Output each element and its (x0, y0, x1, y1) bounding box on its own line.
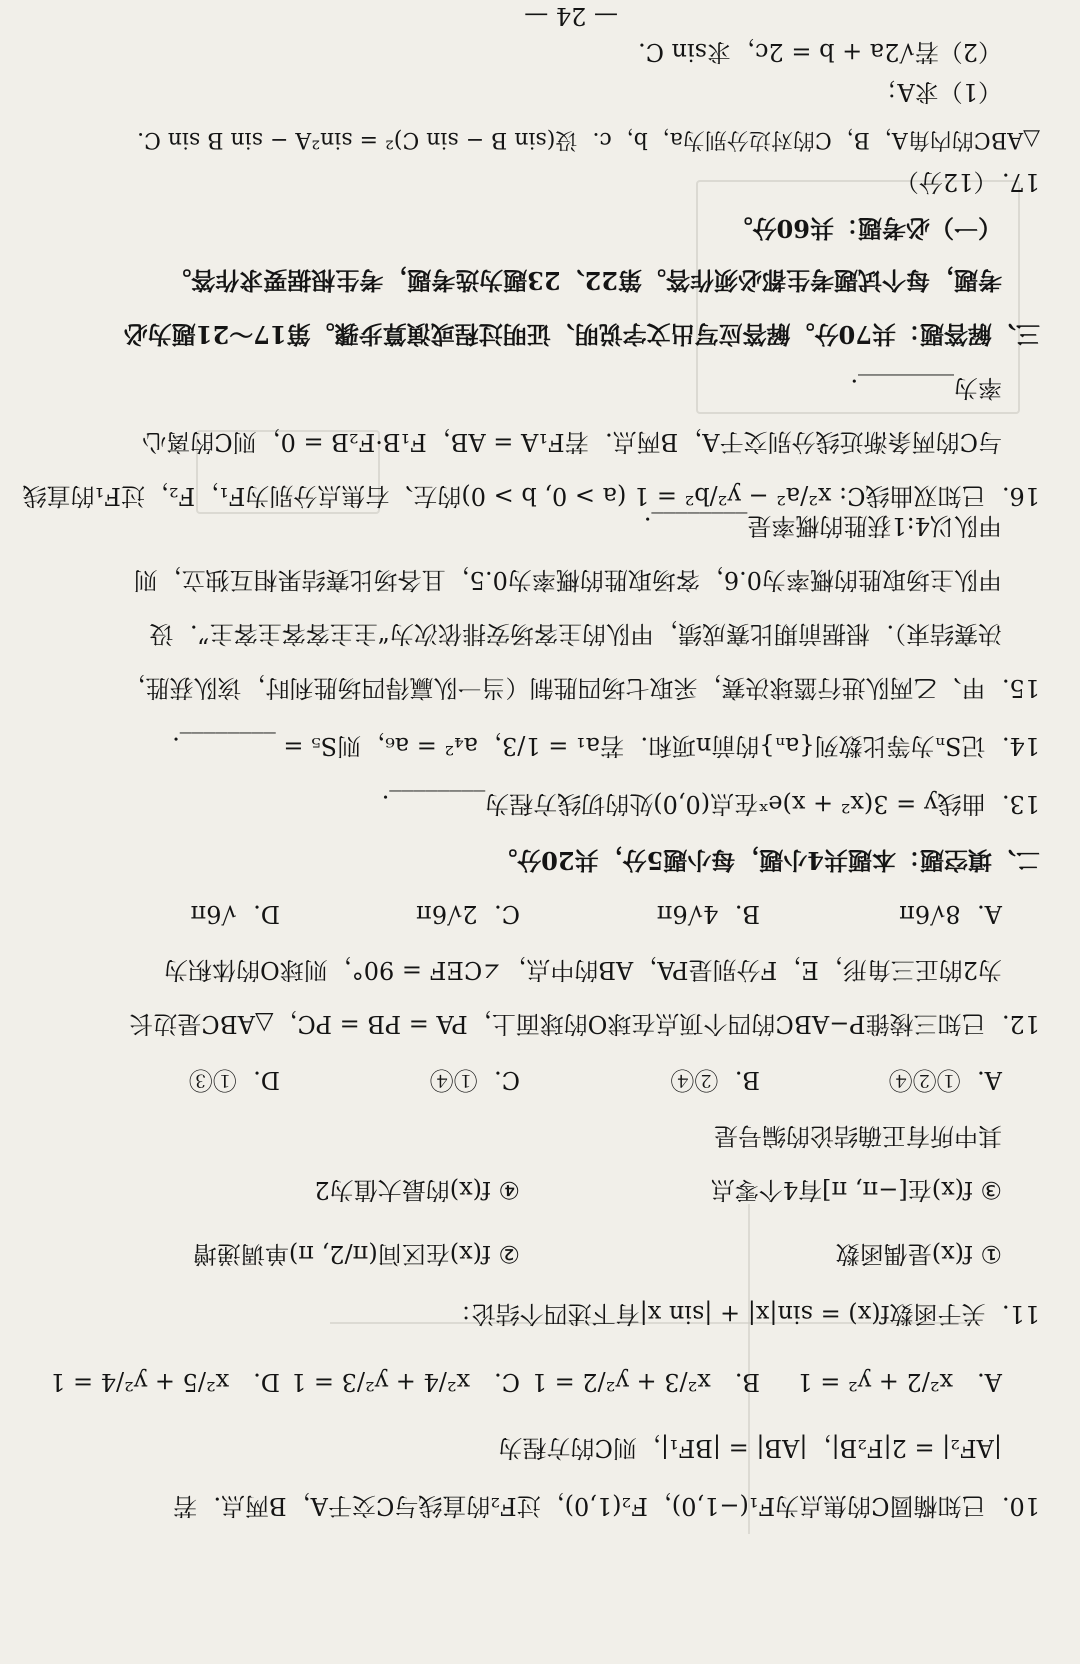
q16-line-2: 与C的两条渐近线分别交于A，B两点．若F₁A = AB，F₁B·F₂B = 0，则C的离心 (142, 428, 1002, 456)
q17-part-1: （1）求A； (873, 78, 1002, 106)
part-1-heading: （一）必考题：共60分。 (728, 214, 1002, 243)
q11-line-1: 11．关于函数f(x) = sin|x| + |sin x|有下述四个结论： (447, 1300, 1040, 1328)
q12-option-b: B．4√6π (656, 900, 760, 928)
q15-line-2: 决赛结束）．根据前期比赛成绩，甲队的主客场安排依次为“主主客客主客主”．设 (149, 620, 1002, 648)
q11-statement-1: ① f(x)是偶函数 (835, 1240, 1002, 1268)
q15-line-4: 甲队以4:1获胜的概率是________． (627, 512, 1002, 540)
q17-stem: △ABC的内角A，B，C的对边分别为a，b，c．设(sin B − sin C)² = sin²A − sin B sin C． (121, 127, 1040, 152)
q15-line-1: 15．甲、乙两队进行篮球决赛，采取七场四胜制（当一队赢得四场胜利时，该队获胜， (121, 674, 1040, 702)
q12-option-c: C．2√6π (416, 900, 520, 928)
q11-statement-4: ④ f(x)的最大值为2 (314, 1176, 520, 1204)
q11-option-b: B．②④ (670, 1066, 760, 1094)
q16-line-1: 16．已知双曲线C: x²/a² − y²/b² = 1 (a > 0, b > 0)的左、右焦点分别为F₁，F₂，过F₁的直线 (22, 482, 1040, 510)
q11-option-d: D．①③ (188, 1066, 280, 1094)
q11-statement-3: ③ f(x)在[−π, π]有4个零点 (710, 1176, 1002, 1204)
q10-option-c: C． x²/4 + y²/3 = 1 (290, 1368, 520, 1396)
q16-line-3: 率为________． (834, 374, 1002, 402)
q12-line-2: 为2的正三角形，E，F分别是PA，AB的中点，∠CEF = 90°，则球O的体积为 (164, 956, 1002, 984)
q11-option-c: C．①④ (429, 1066, 520, 1094)
section-2-heading: 二、填空题：本题共4小题，每小题5分，共20分。 (493, 846, 1040, 875)
q10-option-d: D． x²/5 + y²/4 = 1 (50, 1368, 280, 1396)
q10-option-b: B． x²/3 + y²/2 = 1 (531, 1368, 760, 1396)
q10-line-1: 10．已知椭圆C的焦点为F₁(−1,0)，F₂(1,0)，过F₂的直线与C交于A，B两点．若 (173, 1492, 1040, 1520)
q17-heading: 17．（12分） (894, 168, 1040, 196)
q11-ask: 其中所有正确结论的编号是 (714, 1122, 1002, 1150)
q15-line-3: 甲队主场取胜的概率为0.6，客场取胜的概率为0.5，且各场比赛结果相互独立，则 (133, 566, 1002, 594)
page-number: — 24 — (524, 2, 618, 30)
q12-line-1: 12．已知三棱锥P−ABC的四个顶点在球O的球面上，PA = PB = PC，△ABC是边长 (129, 1010, 1040, 1038)
q11-option-a: A．①②④ (888, 1066, 1002, 1094)
q14: 14．记Sₙ为等比数列{aₙ}的前n项和．若a₁ = 1/3，a₄² = a₆，则S₅ = ________． (155, 732, 1040, 760)
q11-statement-2: ② f(x)在区间(π/2, π)单调递增 (192, 1240, 520, 1268)
q12-option-d: D．√6π (190, 900, 280, 928)
q10-option-a: A． x²/2 + y² = 1 (797, 1368, 1002, 1396)
q12-option-a: A．8√6π (899, 900, 1002, 928)
section-3-line-1: 三、解答题：共70分。解答应写出文字说明、证明过程或演算步骤。第17～21题为必 (123, 320, 1040, 349)
q17-part-2: （2）若√2a + b = 2c，求sin C． (621, 38, 1002, 66)
section-3-line-2: 考题，每个试题考生都必须作答。第22、23题为选考题，考生根据要求作答。 (167, 266, 1002, 295)
q13: 13．曲线y = 3(x² + x)eˣ在点(0,0)处的切线方程为________． (365, 790, 1040, 818)
q10-line-2: |AF₂| = 2|F₂B|，|AB| = |BF₁|，则C的方程为 (498, 1434, 1002, 1462)
